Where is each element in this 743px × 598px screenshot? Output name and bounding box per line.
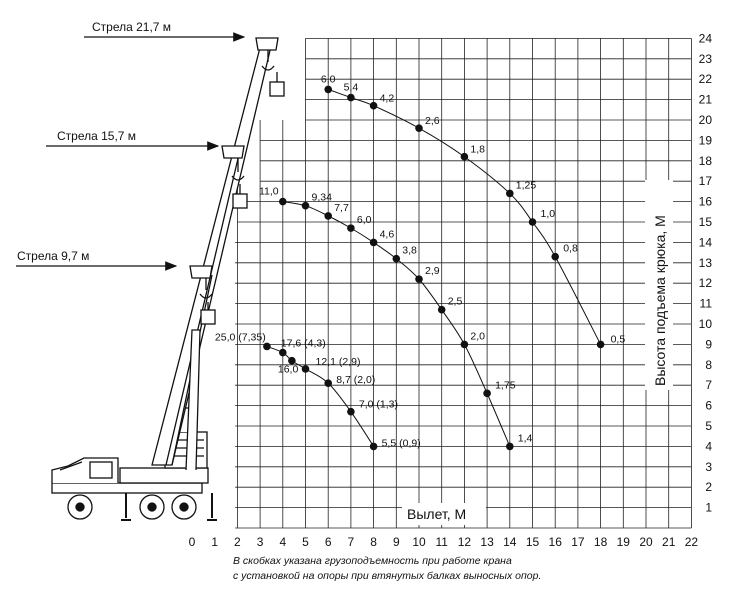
x-tick-label: 20 xyxy=(639,535,653,549)
y-tick-label: 9 xyxy=(705,337,712,352)
data-label: 1,0 xyxy=(540,208,556,220)
y-tick-label: 2 xyxy=(705,480,712,495)
data-label: 5,5 (0,9) xyxy=(381,437,421,450)
y-tick-label: 13 xyxy=(698,255,712,270)
x-axis-title: Вылет, М xyxy=(407,506,467,522)
data-label: 6,0 xyxy=(356,214,372,227)
x-tick-label: 16 xyxy=(548,535,562,549)
data-point xyxy=(506,443,514,451)
x-tick-label: 8 xyxy=(370,535,377,549)
y-tick-label: 21 xyxy=(698,92,712,107)
data-label: 16,0 xyxy=(277,363,299,376)
data-point xyxy=(370,443,378,451)
x-tick-label: 18 xyxy=(593,535,608,549)
x-tick-label: 19 xyxy=(616,535,630,549)
data-label: 1,75 xyxy=(495,379,516,392)
x-tick-label: 10 xyxy=(412,535,426,549)
data-label: 1,8 xyxy=(470,143,486,156)
data-point xyxy=(347,224,355,232)
x-tick-label: 7 xyxy=(347,535,355,549)
data-label: 5,4 xyxy=(343,81,359,94)
y-tick-label: 1 xyxy=(705,500,712,515)
data-point xyxy=(370,102,378,110)
x-tick-label: 12 xyxy=(457,535,472,549)
data-label: 3,8 xyxy=(402,244,417,257)
x-tick-label: 3 xyxy=(256,535,264,549)
x-tick-label: 5 xyxy=(302,535,309,549)
chart-grid xyxy=(235,38,691,528)
data-point xyxy=(438,306,446,314)
data-point xyxy=(302,365,310,373)
y-tick-label: 7 xyxy=(705,378,712,393)
data-point xyxy=(279,349,287,357)
y-tick-label: 4 xyxy=(705,439,712,454)
x-tick-label: 0 xyxy=(188,535,196,549)
data-point xyxy=(324,86,332,94)
data-point xyxy=(461,153,469,161)
data-label: 12,1 (2,9) xyxy=(315,355,361,368)
data-label: 1,4 xyxy=(517,432,533,445)
data-point xyxy=(370,239,378,247)
y-tick-label: 11 xyxy=(699,296,712,311)
y-tick-label: 20 xyxy=(698,113,712,127)
data-point xyxy=(347,94,355,102)
data-point xyxy=(324,379,332,387)
data-point xyxy=(483,390,491,398)
y-tick-label: 5 xyxy=(705,419,712,433)
x-tick-label: 14 xyxy=(503,535,517,549)
data-label: 4,6 xyxy=(379,228,395,241)
y-tick-label: 23 xyxy=(698,51,712,66)
y-tick-label: 24 xyxy=(698,31,712,46)
data-label: 11,0 xyxy=(258,185,279,198)
data-point xyxy=(263,343,271,351)
y-tick-label: 19 xyxy=(698,133,712,148)
data-label: 7,7 xyxy=(334,201,349,214)
data-point xyxy=(461,341,469,349)
boom-label-15-7: Стрела 15,7 м xyxy=(57,129,137,143)
x-tick-label: 9 xyxy=(392,535,400,549)
data-label: 2,5 xyxy=(447,295,463,308)
x-axis-ticks xyxy=(189,535,699,549)
x-tick-label: 2 xyxy=(234,535,241,549)
data-label: 0,5 xyxy=(610,333,626,346)
data-label: 2,6 xyxy=(425,115,440,128)
y-tick-label: 16 xyxy=(698,194,712,209)
data-point xyxy=(551,253,559,261)
x-tick-label: 1 xyxy=(211,535,219,549)
x-tick-label: 21 xyxy=(662,535,676,549)
data-point xyxy=(302,202,310,210)
y-tick-label: 15 xyxy=(698,215,712,229)
data-label: 9,34 xyxy=(311,191,332,204)
data-label: 4,2 xyxy=(379,92,395,105)
y-tick-label: 6 xyxy=(705,398,712,413)
x-tick-label: 4 xyxy=(279,535,287,549)
data-point xyxy=(279,198,287,206)
y-axis-ticks xyxy=(699,31,713,514)
boom-label-9-7: Стрела 9,7 м xyxy=(17,249,90,263)
data-point xyxy=(597,341,605,349)
boom-label-21-7: Стрела 21,7 м xyxy=(92,20,172,34)
y-tick-label: 22 xyxy=(698,72,712,87)
data-label: 0,8 xyxy=(563,242,578,255)
x-tick-label: 22 xyxy=(684,535,699,549)
data-point xyxy=(393,255,401,263)
crane-illustration xyxy=(52,38,284,520)
y-tick-label: 12 xyxy=(698,276,712,291)
data-point xyxy=(347,408,355,416)
data-label: 2,0 xyxy=(470,330,486,343)
footnote-line-1: В скобках указана грузоподъемность при работе крана xyxy=(233,555,512,567)
y-tick-label: 14 xyxy=(698,235,712,250)
y-tick-label: 18 xyxy=(698,153,712,168)
data-point xyxy=(324,212,332,220)
data-label: 2,9 xyxy=(425,265,440,278)
load-curves xyxy=(215,73,625,450)
data-label: 1,25 xyxy=(515,179,537,192)
data-point xyxy=(506,190,514,198)
data-label: 6,0 xyxy=(320,73,336,86)
x-tick-label: 13 xyxy=(480,535,494,549)
y-axis-title: Высота подъема крюка, М xyxy=(652,215,668,386)
footnote-line-2: с установкой на опоры при втянутых балках выносных опор. xyxy=(233,570,542,582)
x-tick-label: 11 xyxy=(435,535,448,549)
y-tick-label: 17 xyxy=(698,174,712,189)
data-point xyxy=(415,124,423,132)
y-tick-label: 8 xyxy=(705,357,712,372)
data-label: 17,6 (4,3) xyxy=(280,337,326,350)
y-tick-label: 3 xyxy=(705,459,712,474)
boom-label-arrows xyxy=(16,37,244,266)
data-point xyxy=(529,218,537,226)
x-tick-label: 6 xyxy=(324,535,332,549)
x-tick-label: 17 xyxy=(571,535,585,549)
data-label: 25,0 (7,35) xyxy=(214,331,266,344)
data-point xyxy=(415,275,423,283)
x-tick-label: 15 xyxy=(525,535,540,549)
y-tick-label: 10 xyxy=(698,317,712,331)
data-label: 7,0 (1,3) xyxy=(358,398,399,411)
data-label: 8,7 (2,0) xyxy=(336,374,376,387)
